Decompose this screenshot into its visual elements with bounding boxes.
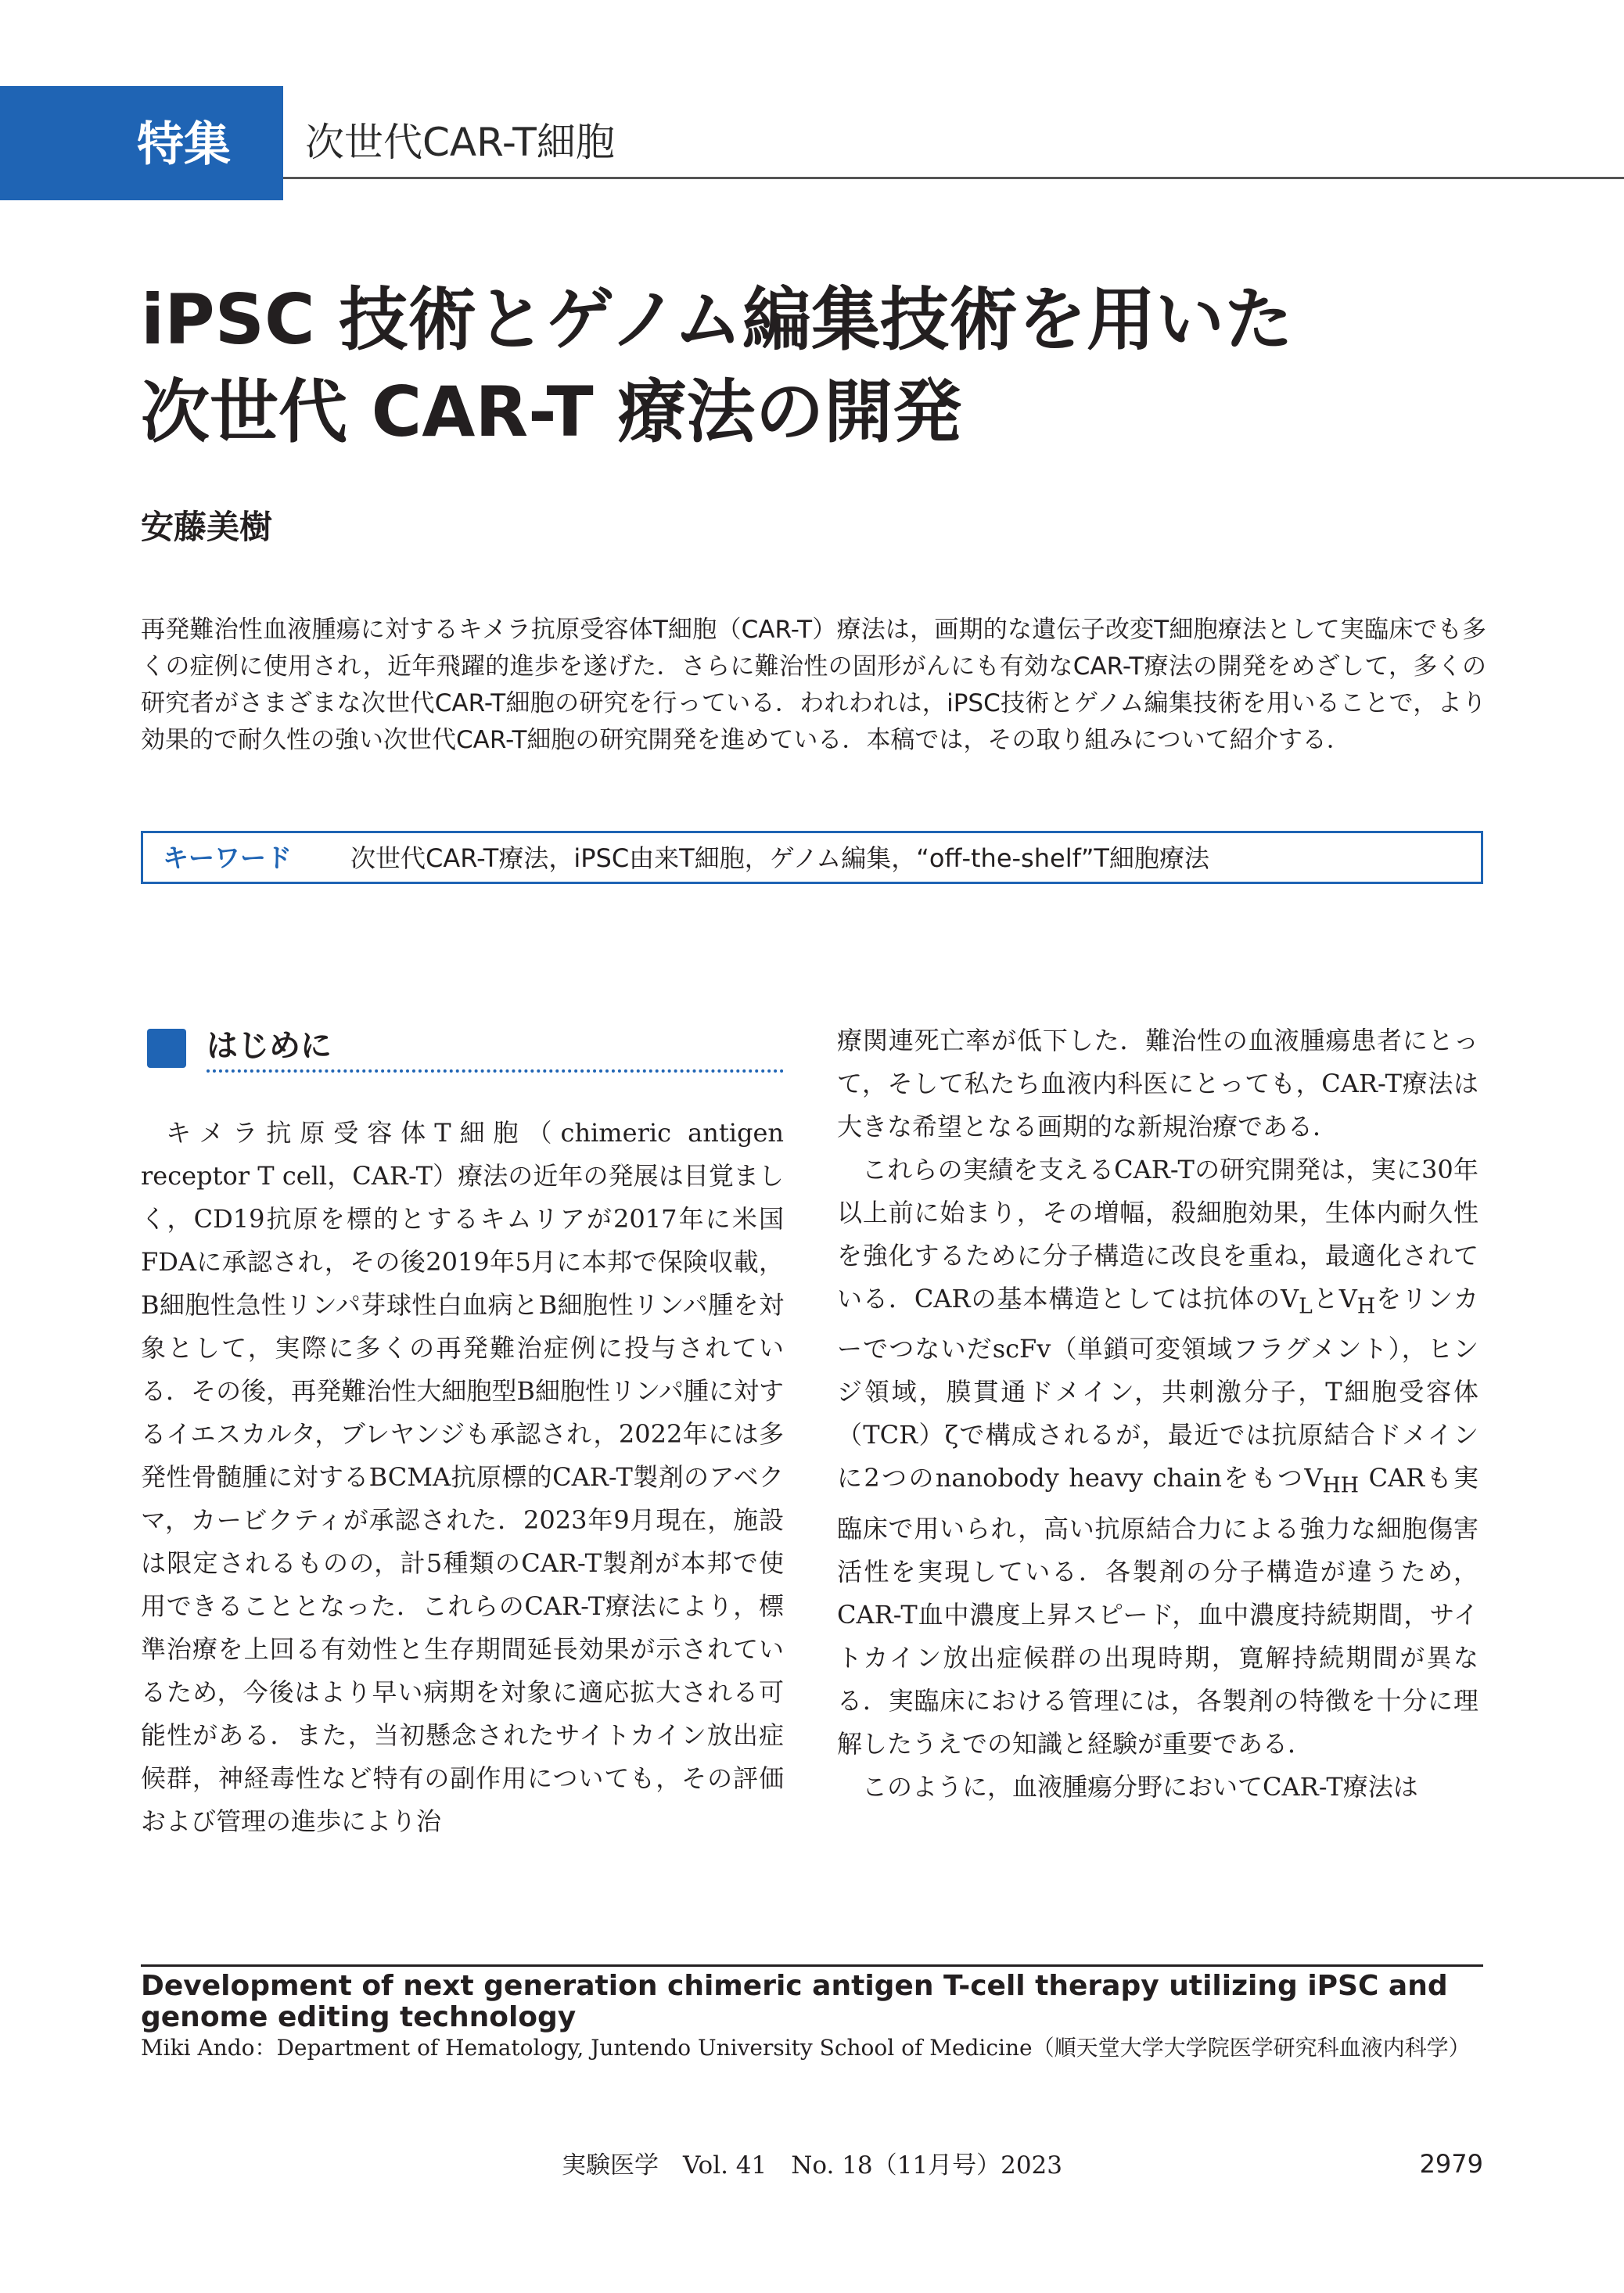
header-rule bbox=[283, 177, 1624, 179]
feature-badge-label: 特集 bbox=[137, 117, 231, 172]
body-text: V bbox=[1304, 1463, 1323, 1493]
feature-title: 次世代CAR-T細胞 bbox=[305, 120, 615, 165]
body-column-right bbox=[837, 1019, 1478, 1809]
body-paragraph bbox=[837, 1148, 1478, 1766]
body-text: と bbox=[1312, 1284, 1339, 1314]
body-text: V bbox=[1338, 1284, 1357, 1314]
body-paragraph: このように，血液腫瘍分野においてCAR-T療法は bbox=[862, 1771, 1418, 1802]
keywords-box bbox=[141, 831, 1483, 884]
section-title: はじめに bbox=[207, 1028, 332, 1064]
body-text: CARも実臨床で用いられ，高い抗原結合力による強力な細胞傷害活性を実現している．各製剤の分子構造が違うため，CAR-T血中濃度上昇スピード，血中濃度持続期間，サイトカイン放出症候群の出現時期，寛解持続期間が異なる．実臨床における管理には，各製剤の特徴を十分に理解したうえでの知識と経験が重要である． bbox=[837, 1463, 1478, 1759]
footnote-rule bbox=[141, 1964, 1483, 1967]
journal-citation: 実験医学 Vol. 41 No. 18（11月号）2023 bbox=[561, 2151, 1062, 2180]
page-number: 2979 bbox=[1419, 2149, 1483, 2179]
article-title bbox=[141, 274, 1580, 458]
section-square-icon bbox=[147, 1029, 186, 1068]
author-affiliation: Miki Ando：Department of Hematology, Juntendo University School of Medicine（順天堂大学大学院医学研究科血液内科学） bbox=[141, 2035, 1471, 2061]
body-paragraph: キメラ抗原受容体T細胞（chimeric antigen receptor T cell，CAR-T）療法の近年の発展は目覚ましく，CD19抗原を標的とするキムリアが2017年に米国FDAに承認され，その後2019年5月に本邦で保険収載，B細胞性急性リンパ芽球性白血病とB細胞性リンパ腫を対象として，実際に多くの再発難治症例に投与されている．その後，再発難治性大細胞型B細胞性リンパ腫に対するイエスカルタ，ブレヤンジも承認され，2022年には多発性骨髄腫に対するBCMA抗原標的CAR-T製剤のアベクマ，カービクティが承認された．2023年9月現在，施設は限定されるものの，計5種類のCAR-T製剤が本邦で使用できることとなった．これらのCAR-T療法により，標準治療を上回る有効性と生存期間延長効果が示されているため，今後はより早い病期を対象に適応拡大される可能性がある．また，当初懸念されたサイトカイン放出症候群，神経毒性など特有の副作用についても，その評価および管理の進歩により治 bbox=[141, 1118, 784, 1836]
author-name: 安藤美樹 bbox=[141, 508, 273, 546]
body-text: これらの実績を支えるCAR-Tの研究開発は，実に30年以上前に始まり，その増幅，殺細胞効果，生体内耐久性を強化するために分子構造に改良を重ね，最適化されている．CARの基本構造としては抗体のV bbox=[837, 1155, 1478, 1314]
section-dotted-rule bbox=[207, 1069, 784, 1073]
body-paragraph-continued: 療関連死亡率が低下した．難治性の血液腫瘍患者にとって，そして私たち血液内科医にとっても，CAR-T療法は大きな希望となる画期的な新規治療である． bbox=[837, 1026, 1478, 1141]
body-text: をリンカーでつないだscFv（単鎖可変領域フラグメント），ヒンジ領域，膜貫通ドメイン，共刺激分子，T細胞受容体（TCR）ζで構成されるが，最近では抗原結合ドメインに2つのnanobody heavy chainをもつ bbox=[837, 1284, 1478, 1493]
feature-badge bbox=[0, 86, 283, 200]
abstract: 再発難治性血液腫瘍に対するキメラ抗原受容体T細胞（CAR-T）療法は，画期的な遺伝子改変T細胞療法として実臨床でも多くの症例に使用され，近年飛躍的進歩を遂げた．さらに難治性の固形がんにも有効なCAR-T療法の開発をめざして，多くの研究者がさまざまな次世代CAR-T細胞の研究を行っている．われわれは，iPSC技術とゲノム編集技術を用いることで，より効果的で耐久性の強い次世代CAR-T細胞の研究開発を進めている．本稿では，その取り組みについて紹介する． bbox=[141, 616, 1486, 754]
article-title-line-2: 次世代 CAR-T 療法の開発 bbox=[141, 372, 962, 452]
subscript: L bbox=[1299, 1294, 1313, 1319]
keywords-text: 次世代CAR-T療法，iPSC由来T細胞，ゲノム編集，“off-the-shelf”T細胞療法 bbox=[350, 843, 1209, 873]
subscript: H bbox=[1356, 1294, 1376, 1319]
keywords-label: キーワード bbox=[163, 843, 292, 873]
english-title: Development of next generation chimeric antigen T-cell therapy utilizing iPSC and genome editing technology bbox=[141, 1970, 1448, 2033]
article-title-line-1: iPSC 技術とゲノム編集技術を用いた bbox=[141, 279, 1293, 360]
body-column-left bbox=[141, 1112, 784, 1843]
subscript: HH bbox=[1322, 1473, 1360, 1498]
section-heading bbox=[141, 1026, 784, 1073]
